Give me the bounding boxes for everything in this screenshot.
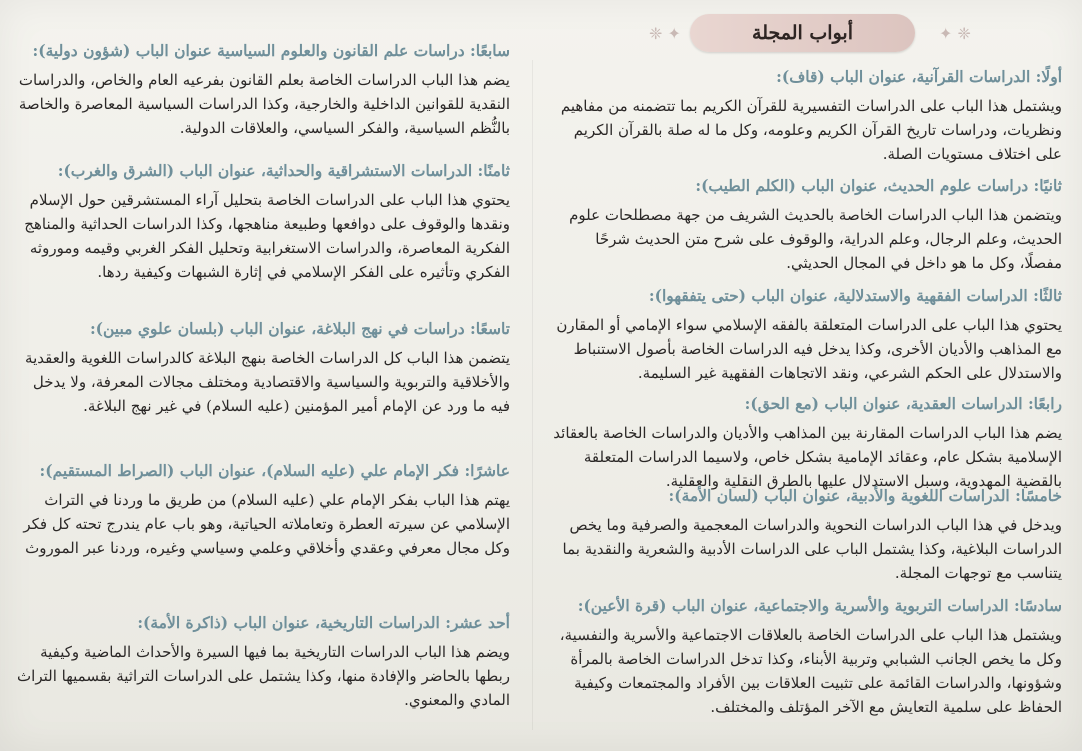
- section-body: يضم هذا الباب الدراسات الخاصة بعلم القانون بفرعيه العام والخاص، والدراسات النقدية للقوانين الداخلية والخارجية، وكذا الدراسات السياسية المعاصرة والخاصة بالنُّظم السياسية، والفكر السياسي، والعلاقات الدولية.: [18, 71, 510, 137]
- ornament-icon: ✦ ❈: [939, 24, 971, 43]
- section-body: ويتضمن هذا الباب الدراسات الخاصة بالحديث الشريف من جهة مصطلحات علوم الحديث، وعلم الرجال، وعلم الدراية، والوقوف على شرح متن الحديث شرحًا مفصلًا، وكل ما هو داخل في المجال الحديثي.: [569, 206, 1062, 272]
- section-title: ثامنًا: الدراسات الاستشراقية والحداثية، عنوان الباب (الشرق والغرب):: [57, 161, 510, 180]
- section-6: [552, 595, 1062, 719]
- section-10: [10, 460, 510, 560]
- section-title: رابعًا: الدراسات العقدية، عنوان الباب (مع الحق):: [744, 394, 1062, 413]
- section-body: يحتوي هذا الباب على الدراسات الخاصة بتحليل آراء المستشرقين حول الإسلام ونقدها والوقوف على دوافعها وطبيعة مناهجها، وكذا الدراسات الحداثية والمناهج الفكرية المعاصرة، والدراسات الاستغرابية وتحليل الفكر الغربي وقيمه وموروثه الفكري وتأثيره على الفكر الإسلامي في إثارة الشبهات وكيفية ردها.: [24, 191, 510, 281]
- column-divider: [532, 60, 533, 730]
- section-body: ويدخل في هذا الباب الدراسات النحوية والدراسات المعجمية والصرفية وما يخص الدراسات البلاغية، وكذا يشتمل الباب على الدراسات الأدبية والشعرية والنقدية بما يتناسب مع توجهات المجلة.: [562, 516, 1062, 582]
- section-body: يتضمن هذا الباب كل الدراسات الخاصة بنهج البلاغة كالدراسات اللغوية والعقدية والأخلاقية والتربوية والسياسية والاقتصادية ومختلف مجالات المعرفة، ولا يدخل فيه ما ورد عن الإمام أمير المؤمنين (عليه السلام) في غير نهج البلاغة.: [25, 349, 510, 415]
- page-title: أبواب المجلة: [690, 14, 915, 52]
- section-title: سادسًا: الدراسات التربوية والأسرية والاجتماعية، عنوان الباب (قرة الأعين):: [577, 596, 1062, 615]
- section-7: [10, 40, 510, 140]
- section-title: عاشرًا: فكر الإمام علي (عليه السلام)، عنوان الباب (الصراط المستقيم):: [39, 461, 510, 480]
- ornament-icon: ❈ ✦: [649, 24, 681, 43]
- section-body: يهتم هذا الباب بفكر الإمام علي (عليه السلام) من طريق ما وردنا في التراث الإسلامي عن سيرته العطرة وتعاملاته الحياتية، وهو باب عام يندرج تحته كل فكر وكل مجال معرفي وعقدي وأخلاقي وعلمي وسياسي وغيره، وردنا عبر الموروث: [23, 491, 510, 557]
- section-title: ثالثًا: الدراسات الفقهية والاستدلالية، عنوان الباب (حتى يتفقهوا):: [648, 286, 1062, 305]
- section-title: أولًا: الدراسات القرآنية، عنوان الباب (قاف):: [776, 67, 1062, 86]
- section-9: [10, 318, 510, 418]
- section-title: خامسًا: الدراسات اللغوية والأدبية، عنوان الباب (لسان الأمة):: [668, 486, 1062, 505]
- section-1: [552, 66, 1062, 166]
- section-2: [552, 175, 1062, 275]
- section-body: ويضم هذا الباب الدراسات التاريخية بما فيها السيرة والأحداث الماضية وكيفية ربطها بالحاضر والإفادة منها، وكذا يشتمل على الدراسات التراثية بقسميها التراث المادي والمعنوي.: [17, 643, 510, 709]
- section-title: ثانيًا: دراسات علوم الحديث، عنوان الباب (الكلم الطيب):: [695, 176, 1062, 195]
- section-title: سابعًا: دراسات علم القانون والعلوم السياسية عنوان الباب (شؤون دولية):: [32, 41, 510, 60]
- section-4: [552, 393, 1062, 493]
- section-8: [10, 160, 510, 284]
- section-3: [552, 285, 1062, 385]
- section-title: تاسعًا: دراسات في نهج البلاغة، عنوان الباب (بلسان علوي مبين):: [89, 319, 510, 338]
- section-body: يحتوي هذا الباب على الدراسات المتعلقة بالفقه الإسلامي سواء الإمامي أو المقارن مع المذاهب والأديان الأخرى، وكذا يدخل فيه الدراسات الخاصة بأصول الاستنباط والاستدلال على الحكم الشرعي، ونقد الاتجاهات الفقهية غير السليمة.: [556, 316, 1062, 382]
- section-body: يضم هذا الباب الدراسات المقارنة بين المذاهب والأديان والدراسات الخاصة بالعقائد الإسلامية بشكل عام، وعقائد الإمامية بشكل خاص، ولاسيما الدراسات المتعلقة بالقضية المهدوية، وسبل الاستدلال عليها بالطرق النقلية والعقلية.: [553, 424, 1062, 490]
- section-11: [10, 612, 510, 712]
- section-5: [552, 485, 1062, 585]
- section-body: ويشتمل هذا الباب على الدراسات التفسيرية للقرآن الكريم بما تتضمنه من مفاهيم ونظريات، ودراسات تاريخ القرآن الكريم وعلومه، وكل ما له صلة بالقرآن الكريم على اختلاف مستويات الصلة.: [560, 97, 1062, 163]
- section-title: أحد عشر: الدراسات التاريخية، عنوان الباب (ذاكرة الأمة):: [137, 613, 510, 632]
- section-body: ويشتمل هذا الباب على الدراسات الخاصة بالعلاقات الاجتماعية والأسرية والنفسية، وكل ما يخص الجانب الشبابي وتربية الأبناء، وكذا تدخل الدراسات الخاصة بالمرأة وشؤونها، والدراسات القائمة على تثبيت العلاقات بين الأفراد والمجتمعات وكيفية الحفاظ على سلمية التعايش مع الآخر المؤتلف والمختلف.: [559, 626, 1062, 716]
